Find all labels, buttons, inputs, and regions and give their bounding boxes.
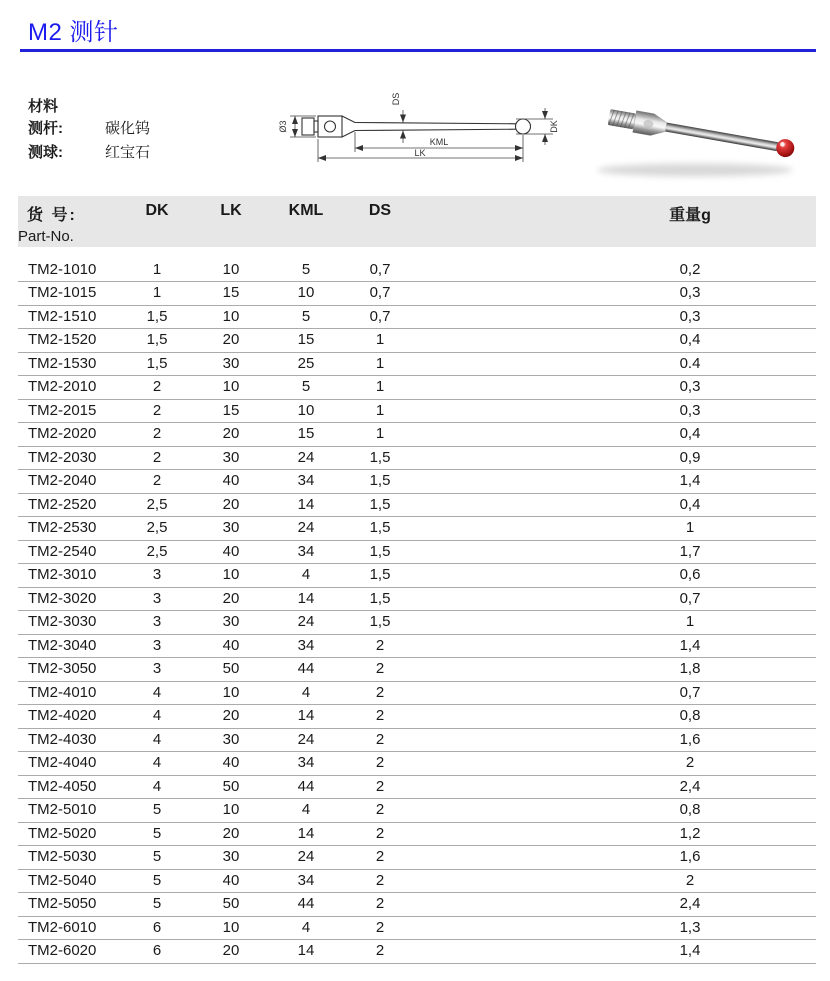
ds-cell: 2 [344,869,416,893]
ds-cell: 2 [344,634,416,658]
dk-cell: 4 [120,775,194,799]
kml-cell: 24 [268,728,344,752]
spacer-cell [416,846,564,870]
spacer-cell [416,587,564,611]
lk-cell: 40 [194,470,268,494]
part-no-cell: TM2-2540 [18,540,120,564]
part-no-cell: TM2-2520 [18,493,120,517]
part-no-cell: TM2-4010 [18,681,120,705]
table-row [18,728,816,752]
weight-cell: 1,7 [564,540,816,564]
kml-cell: 4 [268,916,344,940]
weight-cell: 0,2 [564,258,816,282]
lk-cell: 30 [194,611,268,635]
kml-cell: 5 [268,305,344,329]
part-no-cell: TM2-4050 [18,775,120,799]
weight-cell: 0,9 [564,446,816,470]
spacer-cell [416,493,564,517]
part-no-cell: TM2-2015 [18,399,120,423]
spacer-cell [416,352,564,376]
ds-cell: 2 [344,846,416,870]
table-row [18,587,816,611]
lk-cell: 10 [194,305,268,329]
material-value: 碳化钨 [105,120,151,137]
weight-cell: 1,2 [564,822,816,846]
dk-cell: 4 [120,752,194,776]
ds-cell: 1 [344,329,416,353]
spacer-cell [416,446,564,470]
weight-cell: 2,4 [564,775,816,799]
weight-cell: 0,6 [564,564,816,588]
ds-cell: 2 [344,940,416,964]
part-no-cell: TM2-1530 [18,352,120,376]
part-no-cell: TM2-2020 [18,423,120,447]
ds-cell: 1,5 [344,446,416,470]
dk-cell: 3 [120,634,194,658]
spacer-cell [416,564,564,588]
ds-cell: 1 [344,399,416,423]
dk-cell: 2 [120,376,194,400]
kml-cell: 24 [268,517,344,541]
table-row [18,446,816,470]
page-title: M2 测针 [28,19,119,46]
lk-cell: 40 [194,869,268,893]
kml-cell: 34 [268,752,344,776]
table-row [18,752,816,776]
dim-label-diameter: Ø3 [278,120,288,133]
table-row [18,869,816,893]
kml-cell: 24 [268,846,344,870]
dk-cell: 2 [120,470,194,494]
lk-cell: 30 [194,517,268,541]
weight-cell: 1,4 [564,634,816,658]
weight-cell: 1,6 [564,728,816,752]
weight-cell: 0,4 [564,423,816,447]
table-row [18,493,816,517]
weight-cell: 0,7 [564,587,816,611]
ds-cell: 2 [344,775,416,799]
lk-cell: 10 [194,799,268,823]
drawing-taper [342,116,355,137]
title-rule [20,49,816,52]
ds-cell: 2 [344,705,416,729]
material-label: 测杆: [28,120,63,137]
ds-cell: 1,5 [344,493,416,517]
dk-cell: 2 [120,399,194,423]
table-row [18,376,816,400]
table-row [18,470,816,494]
table-row [18,540,816,564]
part-no-cell: TM2-5020 [18,822,120,846]
header-kml: KML [288,202,324,219]
spacer-cell [416,258,564,282]
spacer-cell [416,470,564,494]
weight-cell: 2 [564,752,816,776]
table-row [18,329,816,353]
ds-cell: 0,7 [344,282,416,306]
table-row [18,564,816,588]
dim-label-kml: KML [429,137,449,147]
header-part-en: Part-No. [18,228,74,245]
drawing-body-hole [325,121,336,132]
lk-cell: 20 [194,493,268,517]
lk-cell: 40 [194,752,268,776]
part-no-cell: TM2-4030 [18,728,120,752]
header-part-cn: 货 号: [27,207,77,224]
weight-cell: 0,3 [564,376,816,400]
material-row-shaft [28,117,150,141]
part-no-cell: TM2-6010 [18,916,120,940]
weight-cell: 1,3 [564,916,816,940]
dk-cell: 2,5 [120,540,194,564]
kml-cell: 4 [268,681,344,705]
kml-cell: 24 [268,611,344,635]
lk-cell: 20 [194,940,268,964]
part-no-cell: TM2-4040 [18,752,120,776]
dk-cell: 5 [120,893,194,917]
spacer-cell [416,376,564,400]
dk-cell: 4 [120,728,194,752]
spacer-cell [416,658,564,682]
spacer-cell [416,775,564,799]
dk-cell: 3 [120,611,194,635]
dk-cell: 3 [120,587,194,611]
ds-cell: 0,7 [344,305,416,329]
dk-cell: 1 [120,258,194,282]
spacer-cell [416,822,564,846]
lk-cell: 20 [194,822,268,846]
technical-drawing [272,86,564,178]
kml-cell: 34 [268,634,344,658]
table-row [18,940,816,964]
kml-cell: 14 [268,940,344,964]
spacer-cell [416,799,564,823]
part-no-cell: TM2-1520 [18,329,120,353]
kml-cell: 14 [268,705,344,729]
lk-cell: 30 [194,728,268,752]
dk-cell: 1,5 [120,305,194,329]
dim-label-dk: DK [549,120,559,133]
spacer-cell [416,540,564,564]
kml-cell: 5 [268,376,344,400]
part-no-cell: TM2-3050 [18,658,120,682]
lk-cell: 15 [194,399,268,423]
spacer-row [18,247,816,258]
spacer-cell [416,399,564,423]
part-no-cell: TM2-2030 [18,446,120,470]
ds-cell: 1,5 [344,564,416,588]
dk-cell: 1,5 [120,329,194,353]
weight-cell: 0,7 [564,681,816,705]
drawing-thread [302,118,314,135]
ds-cell: 2 [344,916,416,940]
dk-cell: 4 [120,705,194,729]
part-no-cell: TM2-2010 [18,376,120,400]
spacer-cell [416,705,564,729]
part-no-cell: TM2-2530 [18,517,120,541]
table-row [18,258,816,282]
kml-cell: 15 [268,423,344,447]
header-spacer [416,196,564,247]
weight-cell: 1 [564,517,816,541]
dk-cell: 2 [120,446,194,470]
ds-cell: 1,5 [344,470,416,494]
dk-cell: 3 [120,658,194,682]
kml-cell: 14 [268,822,344,846]
spacer-cell [416,517,564,541]
ds-cell: 2 [344,681,416,705]
ds-cell: 2 [344,893,416,917]
drawing-stem [355,123,516,131]
lk-cell: 30 [194,846,268,870]
spec-table [18,196,816,964]
table-row [18,282,816,306]
kml-cell: 15 [268,329,344,353]
dk-cell: 1,5 [120,352,194,376]
table-row [18,846,816,870]
product-photo [593,86,825,191]
table-row [18,822,816,846]
table-row [18,305,816,329]
part-no-cell: TM2-1015 [18,282,120,306]
dim-label-lk: LK [414,148,426,158]
ds-cell: 0,7 [344,258,416,282]
ds-cell: 2 [344,799,416,823]
header-weight: 重量g [669,207,711,224]
table-row [18,775,816,799]
dk-cell: 6 [120,940,194,964]
lk-cell: 20 [194,705,268,729]
kml-cell: 4 [268,799,344,823]
dk-cell: 5 [120,822,194,846]
weight-cell: 1 [564,611,816,635]
spacer-cell [416,611,564,635]
weight-cell: 2 [564,869,816,893]
weight-cell: 1,8 [564,658,816,682]
kml-cell: 44 [268,893,344,917]
table-row [18,399,816,423]
lk-cell: 10 [194,681,268,705]
kml-cell: 10 [268,282,344,306]
header-ds: DS [368,202,392,219]
material-row-ball [28,141,150,165]
part-no-cell: TM2-3040 [18,634,120,658]
lk-cell: 50 [194,658,268,682]
spacer-cell [416,423,564,447]
dim-label-ds: DS [391,92,401,106]
kml-cell: 4 [268,564,344,588]
dk-cell: 6 [120,916,194,940]
weight-cell: 0,3 [564,399,816,423]
weight-cell: 2,4 [564,893,816,917]
drawing-neck [314,121,318,132]
ds-cell: 1,5 [344,611,416,635]
ds-cell: 2 [344,728,416,752]
spec-table-header [18,196,816,247]
weight-cell: 0,8 [564,799,816,823]
photo-shaft [665,123,778,151]
material-label: 测球: [28,144,63,161]
photo-shadow [597,164,793,177]
table-row [18,681,816,705]
table-row [18,658,816,682]
kml-cell: 14 [268,587,344,611]
weight-cell: 0,4 [564,493,816,517]
weight-cell: 0,8 [564,705,816,729]
table-row [18,517,816,541]
dk-cell: 2 [120,423,194,447]
header-dk: DK [145,202,169,219]
dk-cell: 5 [120,846,194,870]
part-no-cell: TM2-5040 [18,869,120,893]
kml-cell: 44 [268,775,344,799]
ds-cell: 2 [344,752,416,776]
part-no-cell: TM2-1510 [18,305,120,329]
kml-cell: 24 [268,446,344,470]
lk-cell: 10 [194,564,268,588]
part-no-cell: TM2-5050 [18,893,120,917]
dk-cell: 2,5 [120,493,194,517]
header-part-no [18,196,120,247]
part-no-cell: TM2-3010 [18,564,120,588]
photo-ruby-ball [775,138,796,159]
drawing-body [318,116,342,137]
lk-cell: 30 [194,352,268,376]
ds-cell: 1,5 [344,540,416,564]
spacer-cell [416,681,564,705]
drawing-ball [516,119,531,134]
part-no-cell: TM2-1010 [18,258,120,282]
header-lk: LK [220,202,242,219]
kml-cell: 5 [268,258,344,282]
part-no-cell: TM2-4020 [18,705,120,729]
dk-cell: 4 [120,681,194,705]
kml-cell: 14 [268,493,344,517]
part-no-cell: TM2-5010 [18,799,120,823]
table-row [18,634,816,658]
kml-cell: 34 [268,869,344,893]
dk-cell: 3 [120,564,194,588]
materials-block [28,97,150,165]
weight-cell: 0,3 [564,282,816,306]
lk-cell: 10 [194,376,268,400]
dk-cell: 5 [120,799,194,823]
part-no-cell: TM2-5030 [18,846,120,870]
ds-cell: 2 [344,658,416,682]
spacer-cell [416,634,564,658]
kml-cell: 25 [268,352,344,376]
lk-cell: 10 [194,916,268,940]
part-no-cell: TM2-2040 [18,470,120,494]
part-no-cell: TM2-3030 [18,611,120,635]
lk-cell: 30 [194,446,268,470]
weight-cell: 1,6 [564,846,816,870]
table-row [18,611,816,635]
spacer-cell [416,282,564,306]
lk-cell: 40 [194,540,268,564]
table-row [18,705,816,729]
spacer-cell [416,752,564,776]
weight-cell: 0.4 [564,352,816,376]
lk-cell: 40 [194,634,268,658]
table-row [18,893,816,917]
part-no-cell: TM2-3020 [18,587,120,611]
ds-cell: 1 [344,423,416,447]
table-row [18,916,816,940]
header-row [18,196,816,247]
weight-cell: 0,3 [564,305,816,329]
table-row [18,352,816,376]
spacer-cell [416,893,564,917]
table-row [18,799,816,823]
ds-cell: 1,5 [344,517,416,541]
weight-cell: 1,4 [564,940,816,964]
dk-cell: 2,5 [120,517,194,541]
spacer-cell [416,329,564,353]
materials-heading: 材料 [28,98,59,115]
spacer-cell [416,940,564,964]
spacer-cell [416,305,564,329]
ds-cell: 2 [344,822,416,846]
ds-cell: 1,5 [344,587,416,611]
kml-cell: 34 [268,540,344,564]
kml-cell: 44 [268,658,344,682]
lk-cell: 50 [194,775,268,799]
kml-cell: 10 [268,399,344,423]
lk-cell: 15 [194,282,268,306]
dk-cell: 5 [120,869,194,893]
spacer-cell [416,869,564,893]
material-value: 红宝石 [105,144,151,161]
spec-table-body [18,247,816,963]
lk-cell: 20 [194,423,268,447]
weight-cell: 1,4 [564,470,816,494]
kml-cell: 34 [268,470,344,494]
spacer-cell [416,916,564,940]
part-no-cell: TM2-6020 [18,940,120,964]
ds-cell: 1 [344,352,416,376]
ds-cell: 1 [344,376,416,400]
dk-cell: 1 [120,282,194,306]
lk-cell: 20 [194,587,268,611]
lk-cell: 20 [194,329,268,353]
spacer-cell [416,728,564,752]
table-row [18,423,816,447]
lk-cell: 10 [194,258,268,282]
weight-cell: 0,4 [564,329,816,353]
lk-cell: 50 [194,893,268,917]
